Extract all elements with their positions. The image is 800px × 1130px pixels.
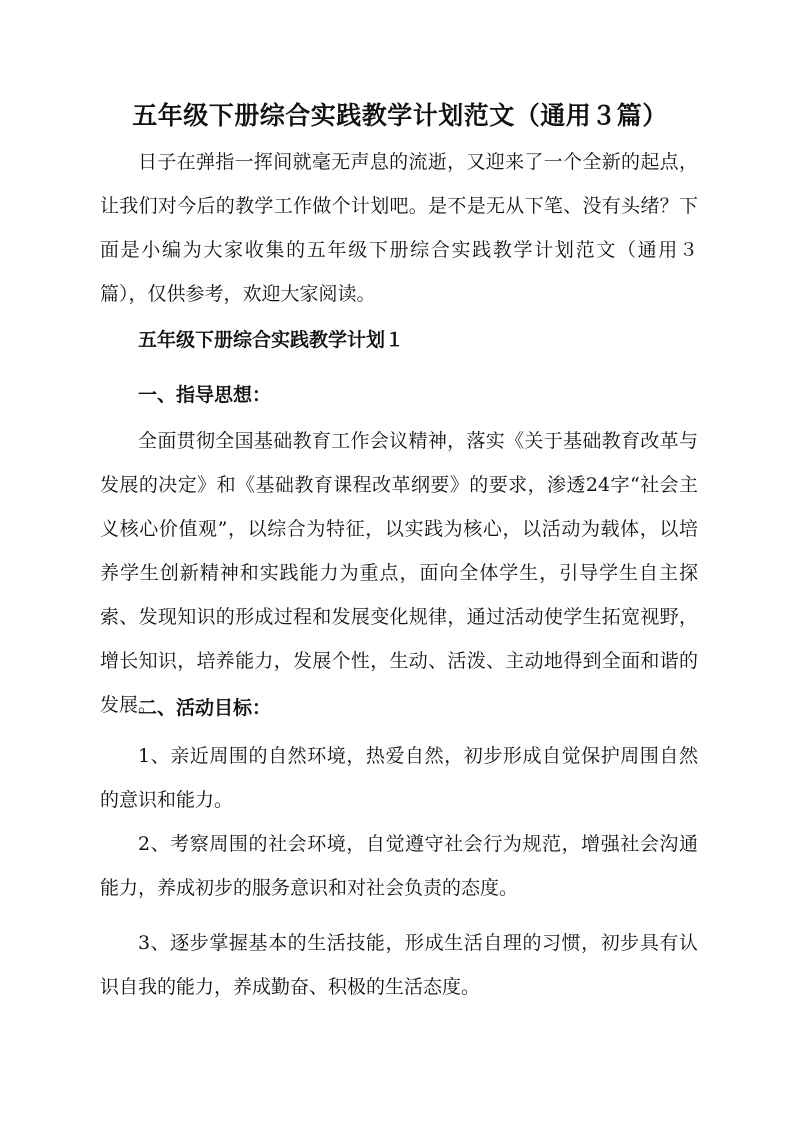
goal-item-2: 2、考察周围的社会环境，自觉遵守社会行为规范，增强社会沟通能力，养成初步的服务意识和对社会负责的态度。 <box>100 833 698 899</box>
section-heading-activity-goals: 二、活动目标： <box>138 697 272 719</box>
goal-item-3: 3、逐步掌握基本的生活技能，形成生活自理的习惯，初步具有认识自我的能力，养成勤奋、积极的生活态度。 <box>100 932 698 998</box>
goal-item-1: 1、亲近周围的自然环境，热爱自然，初步形成自觉保护周围自然的意识和能力。 <box>100 745 698 811</box>
plan-heading: 五年级下册综合实践教学计划１ <box>138 329 405 351</box>
section-heading-guiding-thought: 一、指导思想： <box>138 384 272 406</box>
document-title: 五年级下册综合实践教学计划范文（通用３篇） <box>132 101 668 130</box>
guiding-thought-paragraph: 全面贯彻全国基础教育工作会议精神，落实《关于基础教育改革与发展的决定》和《基础教育课程改革纲要》的要求，渗透24字“社会主义核心价值观”，以综合为特征，以实践为核心，以活动为载体，以培养学生创新精神和实践能力为重点，面向全体学生，引导学生自主探索、发现知识的形成过程和发展变化规律，通过活动使学生拓宽视野，增长知识，培养能力，发展个性，生动、活泼、主动地得到全面和谐的发展。 <box>100 430 698 716</box>
intro-paragraph: 日子在弹指一挥间就毫无声息的流逝，又迎来了一个全新的起点，让我们对今后的教学工作做个计划吧。是不是无从下笔、没有头绪？下面是小编为大家收集的五年级下册综合实践教学计划范文（通用３篇），仅供参考，欢迎大家阅读。 <box>100 151 698 305</box>
